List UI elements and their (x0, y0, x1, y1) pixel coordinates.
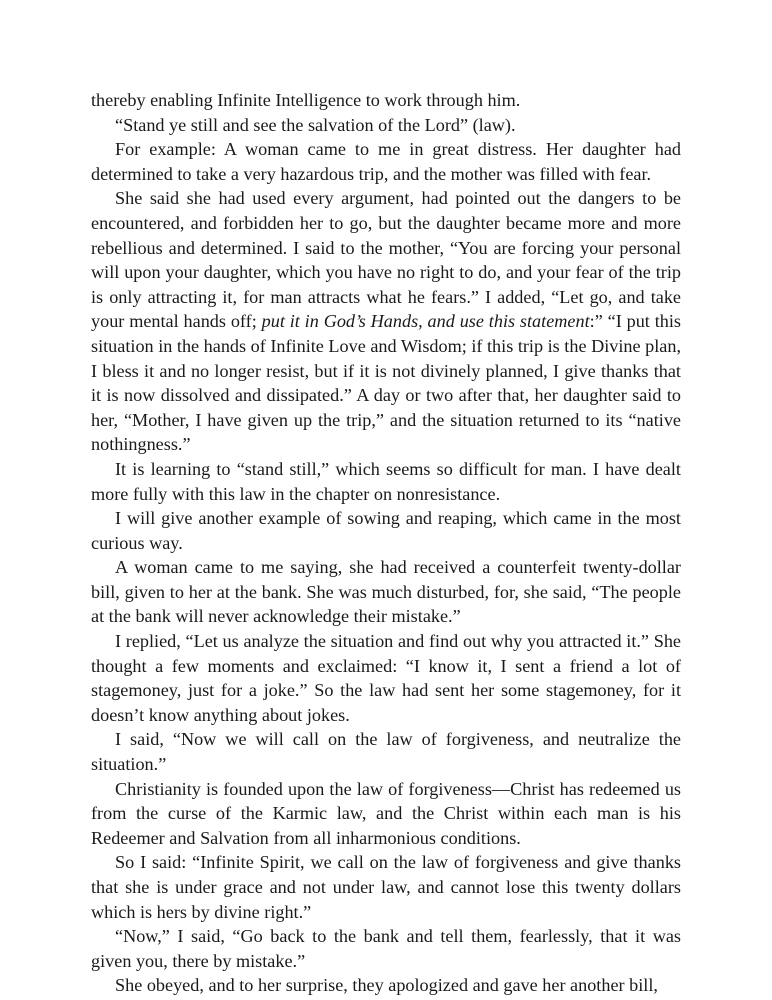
paragraph-text: I will give another example of sowing and reaping, which came in the most curious way. (91, 508, 681, 553)
paragraph (91, 186, 681, 457)
paragraph-text: It is learning to “stand still,” which seems so difficult for man. I have dealt more fully with this law in the chapter on nonresistance. (91, 458, 681, 504)
paragraph (91, 850, 681, 924)
paragraph (91, 555, 681, 629)
paragraph (91, 457, 681, 506)
paragraph-text: A woman came to me saying, she had received a counterfeit twenty-dollar bill, given to her at the bank. She was much disturbed, for, she said, “The people at the bank will never acknowledge their mistake.” (91, 557, 681, 627)
paragraph (91, 88, 681, 113)
page-body (91, 88, 681, 998)
paragraph-text: So I said: “Infinite Spirit, we call on the law of forgiveness and give thanks that she is under grace and not under law, and cannot lose this twenty dollars which is hers by divine right.” (91, 852, 681, 922)
paragraph-text: thereby enabling Infinite Intelligence to work through him. (91, 90, 521, 110)
paragraph (91, 727, 681, 776)
paragraph (91, 924, 681, 973)
paragraph (91, 113, 681, 138)
paragraph-text: Christianity is founded upon the law of forgiveness—Christ has redeemed us from the curse of the Karmic law, and the Christ within each man is his Redeemer and Salvation from all inharmonious conditions. (91, 778, 681, 848)
paragraph (91, 137, 681, 186)
paragraph-text: She said she had used every argument, had pointed out the dangers to be encountered, and forbidden her to go, but the daughter became more and more rebellious and determined. I said to the mother, “You are forcing your personal will upon your daughter, which you have no right to do, and your fear of the trip is only attracting it, for man attracts what he fears.” I added, “Let go, and take your mental hands off; (91, 188, 681, 332)
paragraph (91, 629, 681, 727)
italic-phrase: put it in God’s Hands, and use this statement (261, 311, 590, 332)
paragraph-text: She obeyed, and to her surprise, they apologized and gave her another bill, (115, 975, 658, 996)
paragraph (91, 973, 681, 998)
paragraph (91, 506, 681, 555)
paragraph-text: I replied, “Let us analyze the situation and find out why you attracted it.” She thought a few moments and exclaimed: “I know it, I sent a friend a lot of stagemoney, just for a joke.” So the law had sent her some stagemoney, for it doesn’t know anything about jokes. (91, 631, 681, 725)
paragraph-text: I said, “Now we will call on the law of forgiveness, and neutralize the situation.” (91, 729, 681, 775)
paragraph (91, 777, 681, 851)
paragraph-text: For example: A woman came to me in great distress. Her daughter had determined to take a very hazardous trip, and the mother was filled with fear. (91, 139, 681, 184)
paragraph-text: “Now,” I said, “Go back to the bank and tell them, fearlessly, that it was given you, there by mistake.” (91, 926, 681, 971)
paragraph-text: “Stand ye still and see the salvation of the Lord” (law). (115, 114, 516, 135)
paragraph-text: :” “I put this situation in the hands of Infinite Love and Wisdom; if this trip is the Divine plan, I bless it and no longer resist, but if it is not divinely planned, I give thanks that it is now dissolved and dissipated.” A day or two after that, her daughter said to her, “Mother, I have given up the trip,” and the situation returned to its “native nothingness.” (91, 311, 681, 455)
